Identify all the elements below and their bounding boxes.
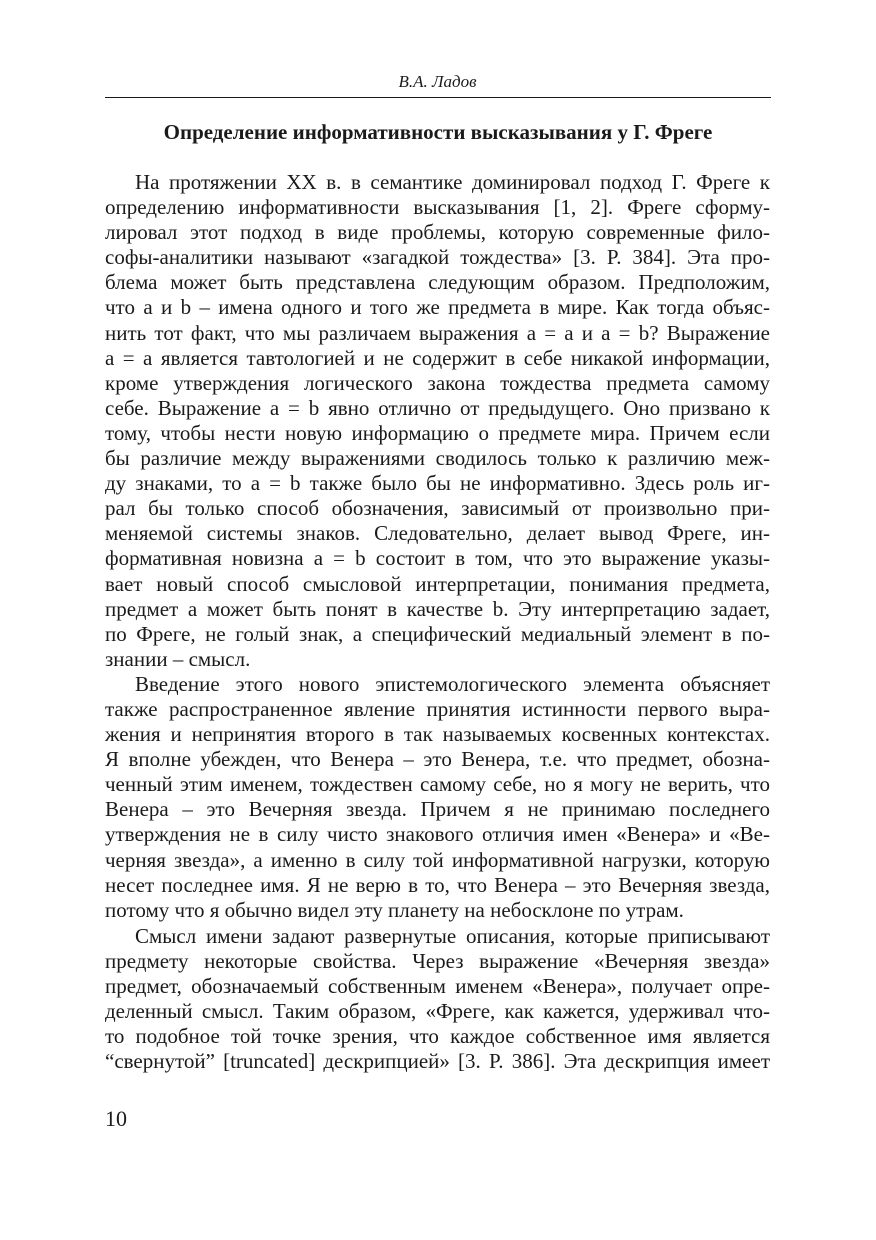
text-line: вает новый способ смысловой интерпретации, понимания предмета, [105,571,770,596]
running-head-author: В.А. Ладов [398,72,477,91]
text-line: кроме утверждения логического закона тождества предмета самому [105,370,770,395]
text-line: также распространенное явление принятия истинности первого выра- [105,696,770,721]
text-line: На протяжении XX в. в семантике доминировал подход Г. Фреге к [135,170,770,194]
text-line: предмет a может быть понят в качестве b. Эту интерпретацию задает, [105,596,770,621]
header-rule [105,97,771,98]
text-line: ду знаками, то a = b также было бы не информативно. Здесь роль иг- [105,471,770,496]
text-line: Смысл имени задают развернутые описания, которые приписывают [135,923,770,948]
text-line: рал бы только способ обозначения, зависимый от произвольно при- [105,496,770,521]
text-line: предмет, обозначаемый собственным именем «Венера», получает опре- [105,974,770,998]
text-line: утверждения не в силу чисто знакового отличия имен «Венера» и «Ве- [105,822,770,847]
text-line: блема может быть представлена следующим образом. Предположим, [105,270,770,295]
text-line: несет последнее имя. Я не верю в то, что Венера – это Вечерняя звезда, [105,872,770,897]
paragraph-2 [105,672,770,923]
text-line: предмету некоторые свойства. Через выражение «Вечерняя звезда» [105,948,770,973]
text-line: Введение этого нового эпистемологического элемента объясняет [135,671,770,696]
text-line: деленный смысл. Таким образом, «Фреге, как кажется, удерживал что- [105,999,770,1024]
text-line: знании – смысл. [105,646,251,671]
text-line: то подобное той точке зрения, что каждое собственное имя является [105,1024,770,1049]
text-line: a = a является тавтологией и не содержит в себе никакой информации, [105,345,770,370]
paragraph-3 [105,924,770,1075]
text-line: формативная новизна a = b состоит в том, что это выражение указы- [105,546,770,571]
text-line: потому что я обычно видел эту планету на небосклоне по утрам. [105,897,684,922]
text-line: софы-аналитики называют «загадкой тождества» [3. P. 384]. Эта про- [105,245,770,270]
text-line: Венера – это Вечерняя звезда. Причем я не принимаю последнего [105,797,770,822]
text-line: ченный этим именем, тождествен самому себе, но я могу не верить, что [105,772,770,797]
paragraph-1 [105,170,770,672]
text-line: меняемой системы знаков. Следовательно, делает вывод Фреге, ин- [105,521,770,546]
text-line: лировал этот подход в виде проблемы, которую современные фило- [105,220,770,245]
page-number: 10 [105,1106,127,1131]
text-line: по Фреге, не голый знак, а специфический медиальный элемент в по- [105,621,770,646]
text-line: себе. Выражение a = b явно отлично от предыдущего. Оно призвано к [105,395,770,420]
text-line: что a и b – имена одного и того же предмета в мире. Как тогда объяс- [105,295,770,320]
text-line: Я вполне убежден, что Венера – это Венера, т.е. что предмет, обозна- [105,747,770,772]
text-line: определению информативности высказывания [1, 2]. Фреге сформу- [105,195,770,220]
article-body [105,170,770,1074]
text-line: бы различие между выражениями сводилось только к различию меж- [105,446,770,471]
text-line: черняя звезда», а именно в силу той информативной нагрузки, которую [105,847,770,872]
text-line: жения и непринятия второго в так называемых косвенных контекстах. [105,722,770,747]
text-line: тому, чтобы нести новую информацию о предмете мира. Причем если [105,420,770,445]
text-line: нить тот факт, что мы различаем выражения a = a и a = b? Выражение [105,320,770,345]
article-title: Определение информативности высказывания у Г. Фреге [163,120,713,144]
text-line: “свернутой” [truncated] дескрипцией» [3. P. 386]. Эта дескрипция имеет [105,1049,770,1074]
